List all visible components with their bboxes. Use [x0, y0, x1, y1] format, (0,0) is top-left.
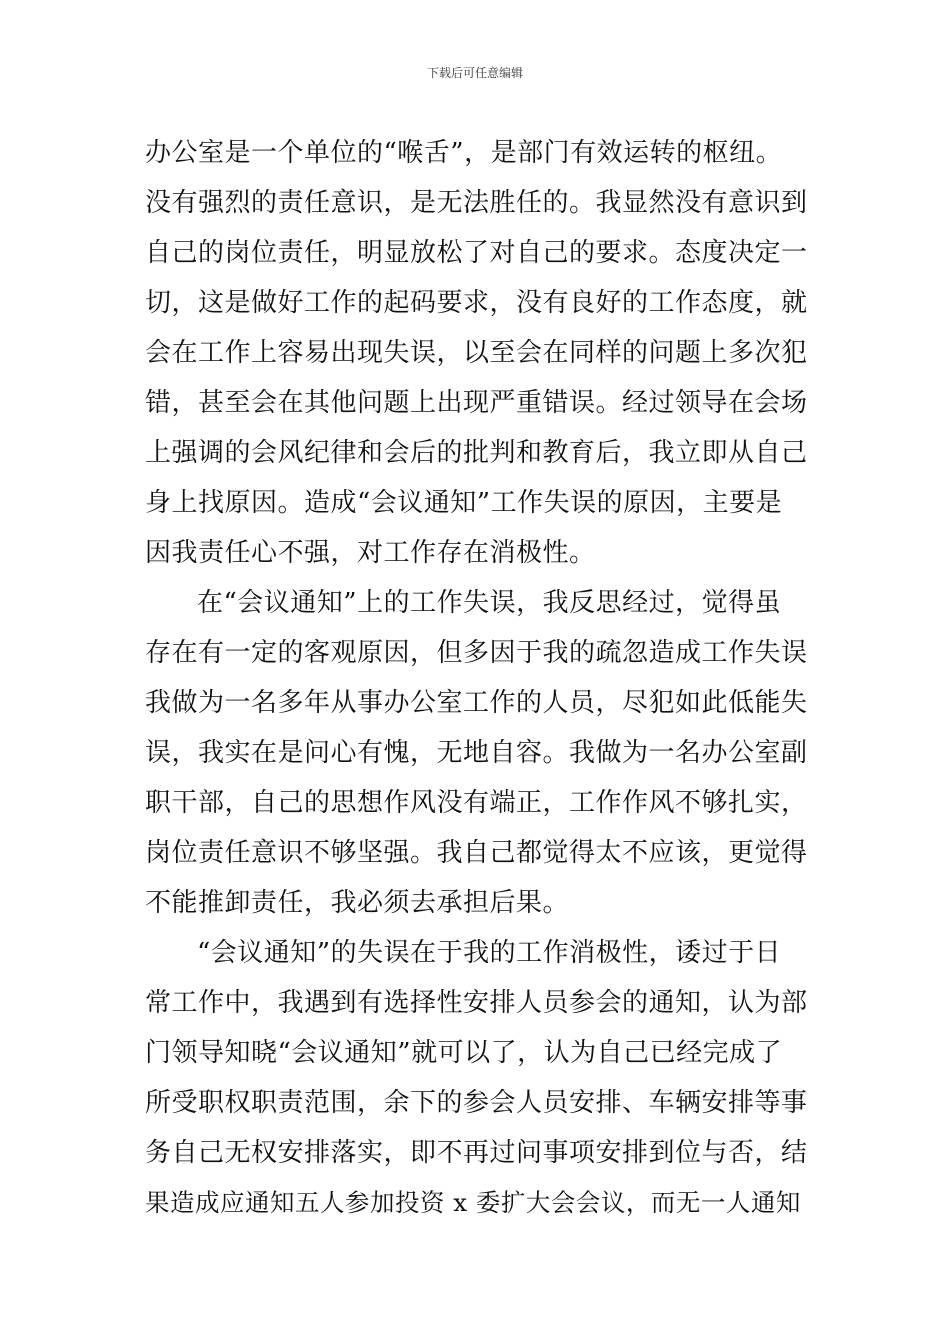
text-line: 误，我实在是问心有愧，无地自容。我做为一名办公室副 [145, 738, 808, 768]
text-line: 不能推卸责任，我必须去承担后果。 [145, 888, 570, 918]
text-line: 切，这是做好工作的起码要求，没有良好的工作态度，就 [145, 288, 808, 318]
text-line: 存在有一定的客观原因，但多因于我的疏忽造成工作失误 [145, 638, 808, 668]
text-line: 在“会议通知”上的工作失误，我反思经过，觉得虽 [197, 588, 782, 618]
text-line: 因我责任心不强，对工作存在消极性。 [145, 538, 596, 568]
text-line: 务自己无权安排落实，即不再过问事项安排到位与否，结 [145, 1138, 808, 1168]
text-line: 常工作中，我遇到有选择性安排人员参会的通知，认为部 [145, 988, 808, 1018]
text-line: 会在工作上容易出现失误，以至会在同样的问题上多次犯 [145, 338, 808, 368]
text-line: 没有强烈的责任意识，是无法胜任的。我显然没有意识到 [145, 188, 808, 218]
text-line: 岗位责任意识不够坚强。我自己都觉得太不应该，更觉得 [145, 838, 808, 868]
text-line: 自己的岗位责任，明显放松了对自己的要求。态度决定一 [145, 238, 808, 268]
text-line: 门领导知晓“会议通知”就可以了，认为自己已经完成了 [145, 1038, 783, 1068]
document-body [145, 128, 810, 1228]
text-line: 办公室是一个单位的“喉舌”，是部门有效运转的枢纽。 [145, 138, 783, 168]
text-line: 我做为一名多年从事办公室工作的人员，尽犯如此低能失 [145, 688, 808, 718]
text-line: 错，甚至会在其他问题上出现严重错误。经过领导在会场 [145, 388, 808, 418]
page-header-note: 下载后可任意编辑 [426, 66, 523, 80]
text-line: 果造成应通知五人参加投资 x 委扩大会会议，而无一人通知 [145, 1188, 801, 1217]
text-line: “会议通知”的失误在于我的工作消极性，诿过于日 [197, 938, 782, 968]
text-line: 职干部，自己的思想作风没有端正，工作作风不够扎实， [145, 788, 808, 818]
text-line: 上强调的会风纪律和会后的批判和教育后，我立即从自己 [145, 438, 808, 468]
text-line: 所受职权职责范围，余下的参会人员安排、车辆安排等事 [145, 1088, 808, 1118]
text-line: 身上找原因。造成“会议通知”工作失误的原因，主要是 [145, 488, 783, 518]
